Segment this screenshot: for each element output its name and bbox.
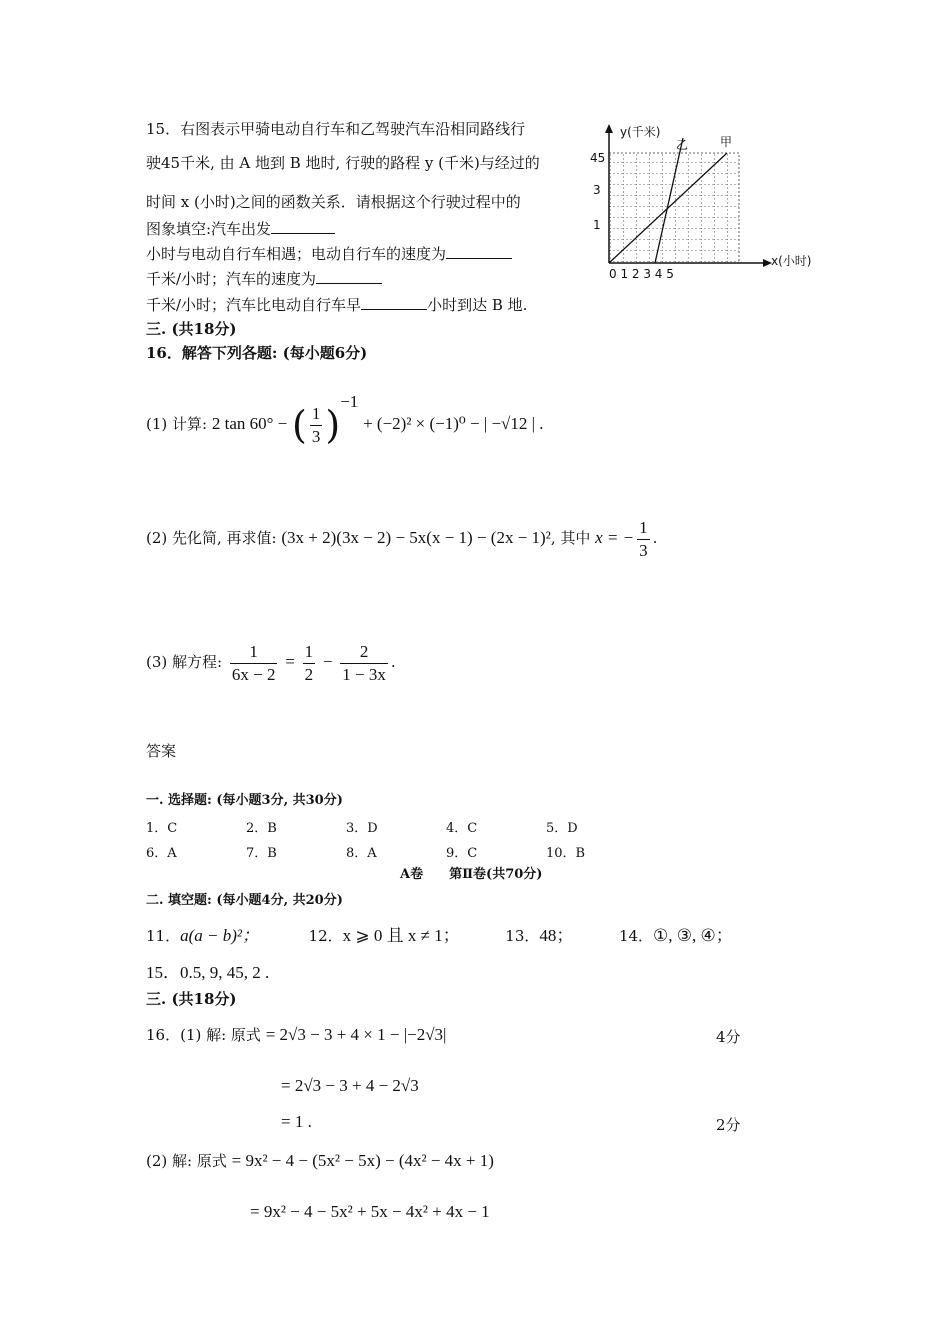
s16-p2-line-1 (146, 1150, 494, 1172)
score-2: 2分 (716, 1116, 741, 1134)
x-ticks: 0 1 2 3 4 5 (609, 267, 674, 278)
mc-answer-7: 7．B (246, 846, 277, 861)
mc-answer-4: 4．C (446, 821, 478, 836)
s16-label: 16．(1) 解: 原式 (146, 1026, 261, 1044)
mc-answer-9: 9．C (446, 846, 478, 861)
s16-expr-1: = 2√3 − 3 + 4 × 1 − |−2√3| (265, 1025, 447, 1044)
a11-num: 11． (146, 927, 181, 945)
left-paren: ( (292, 403, 307, 447)
q15-line-2: 驶45千米, 由 A 地到 B 地时, 行驶的路程 y (千米)与经过的 (146, 154, 540, 172)
frac-num: 1 (303, 641, 316, 664)
y-tick-3: 3 (593, 183, 601, 197)
q16-title: 16．解答下列各题: (每小题6分) (146, 344, 368, 362)
answer-blank-3[interactable] (316, 269, 382, 284)
s16-p2-expr-2: = 9x² − 4 − 5x² + 5x − 4x² + 4x − 1 (250, 1202, 490, 1221)
q16-part-2: (2) 先化简, 再求值: (3x + 2)(3x − 2) − 5x(x − 1) − (2x − 1)², 其中 x = − $\frac{1}{3}$ . (146, 517, 658, 560)
q16-part-3: (3) 解方程: $\frac{1}{6x - 2}$ = $\frac{1}{2}$ − $\frac{2}{1 - 3x}$ . (146, 641, 396, 684)
q15-line-6 (146, 268, 382, 290)
answers-section-1: 一. 选择题: (每小题3分, 共30分) (146, 793, 343, 808)
distance-time-graph (584, 118, 824, 278)
mc-answer-6: 6．A (146, 846, 177, 861)
a14-num: 14． (618, 927, 654, 945)
y-tick-1: 1 (593, 218, 601, 232)
fraction-2 (303, 641, 316, 686)
s16-p2-label: (2) 解: 原式 (146, 1152, 227, 1170)
fill-answers-row (146, 925, 733, 947)
frac-num: 1 (637, 517, 650, 540)
q16-p2-mid: , 其中 (550, 529, 591, 547)
frac-den: 1 − 3x (342, 664, 386, 684)
frac-den: 3 (639, 540, 648, 560)
mc-answer-8: 8．A (346, 846, 377, 861)
frac-den: 3 (311, 426, 321, 446)
q15-line-1: 15．右图表示甲骑电动自行车和乙驾驶汽车沿相同路线行 (146, 120, 526, 138)
q16-p2-label: (2) 先化简, 再求值: (146, 529, 277, 547)
y-tick-45: 45 (590, 151, 606, 165)
answers-section-3: 三. (共18分) (146, 990, 237, 1008)
a12-num: 12． (308, 927, 343, 945)
q15-text-7a: 千米/小时；汽车比电动自行车早 (146, 296, 362, 314)
q16-p1-label: (1) 计算: (146, 415, 208, 433)
frac-den: 2 (304, 664, 314, 684)
graph-grid (609, 153, 739, 263)
fraction-one-third (310, 403, 323, 448)
q16-p2-x: x = − (595, 528, 635, 547)
mc-answer-1: 1．C (146, 821, 178, 836)
minus-sign: − (322, 652, 333, 671)
a14-expr: ①, ③, ④； (653, 926, 733, 945)
frac-num: 1 (230, 641, 278, 664)
s16-p2-expr-1: = 9x² − 4 − (5x² − 5x) − (4x² − 4x + 1) (231, 1151, 494, 1170)
mc-answer-3: 3．D (346, 821, 378, 836)
q16-p3-label: (3) 解方程: (146, 653, 223, 671)
exponent: −1 (340, 392, 359, 411)
frac-den: 6x − 2 (231, 664, 276, 684)
answer-blank-4[interactable] (361, 295, 427, 310)
fraction-3 (340, 641, 388, 686)
mc-answer-2: 2．B (246, 821, 277, 836)
volume-heading: A卷 第Ⅱ卷(共70分) (400, 867, 543, 882)
q16-p1-expr-b: + (−2)² × (−1)⁰ − | −√12 | . (363, 414, 544, 433)
fraction-1 (230, 641, 278, 686)
q15-line-5 (146, 243, 512, 265)
score-4: 4分 (716, 1028, 741, 1046)
mc-answer-5: 5．D (546, 821, 578, 836)
s16-expr-3: = 1 . (281, 1112, 312, 1131)
q16-p2-expr: (3x + 2)(3x − 2) − 5x(x − 1) − (2x − 1)² (281, 528, 551, 547)
q15-text-4: 图象填空:汽车出发 (146, 220, 272, 238)
q15-text-6: 千米/小时；汽车的速度为 (146, 270, 317, 288)
q16-p1-expr-a: 2 tan 60° − (211, 414, 288, 433)
q15-text-5: 小时与电动自行车相遇；电动自行车的速度为 (146, 245, 447, 263)
equals-sign: = (285, 652, 295, 671)
s16-p1-line-1 (146, 1024, 446, 1046)
y-axis-arrow (605, 124, 613, 133)
a12-expr: x ⩾ 0 且 x ≠ 1； (342, 926, 460, 945)
a13-num: 13． (505, 927, 540, 945)
q15-line-4 (146, 218, 335, 240)
a11-expr: a(a − b)²； (180, 926, 259, 945)
label-yi: 乙 (676, 138, 689, 152)
x-axis-label: x(小时) (771, 254, 812, 268)
mc-answer-10: 10．B (546, 846, 586, 861)
answer-blank-1[interactable] (271, 219, 335, 234)
frac-num: 1 (310, 403, 323, 426)
frac-num: 2 (340, 641, 388, 664)
fraction-one-third-2 (637, 517, 650, 562)
q15-line-3: 时间 x (小时)之间的函数关系．请根据这个行驶过程中的 (146, 193, 521, 211)
q16-part-1 (146, 378, 544, 449)
s16-expr-2: = 2√3 − 3 + 4 − 2√3 (281, 1076, 419, 1095)
q15-text-7b: 小时到达 B 地. (427, 296, 528, 314)
right-paren: ) (325, 403, 341, 447)
section-3-title: 三. (共18分) (146, 320, 237, 338)
a13-expr: 48； (539, 926, 574, 945)
label-jia: 甲 (720, 135, 733, 149)
answers-section-2: 二. 填空题: (每小题4分, 共20分) (146, 893, 343, 908)
answers-heading: 答案 (146, 742, 177, 760)
answer-blank-2[interactable] (446, 244, 512, 259)
y-axis-label: y(千米) (620, 125, 661, 139)
a15-answer: 15．0.5, 9, 45, 2 . (146, 963, 270, 982)
q15-line-7 (146, 294, 527, 316)
